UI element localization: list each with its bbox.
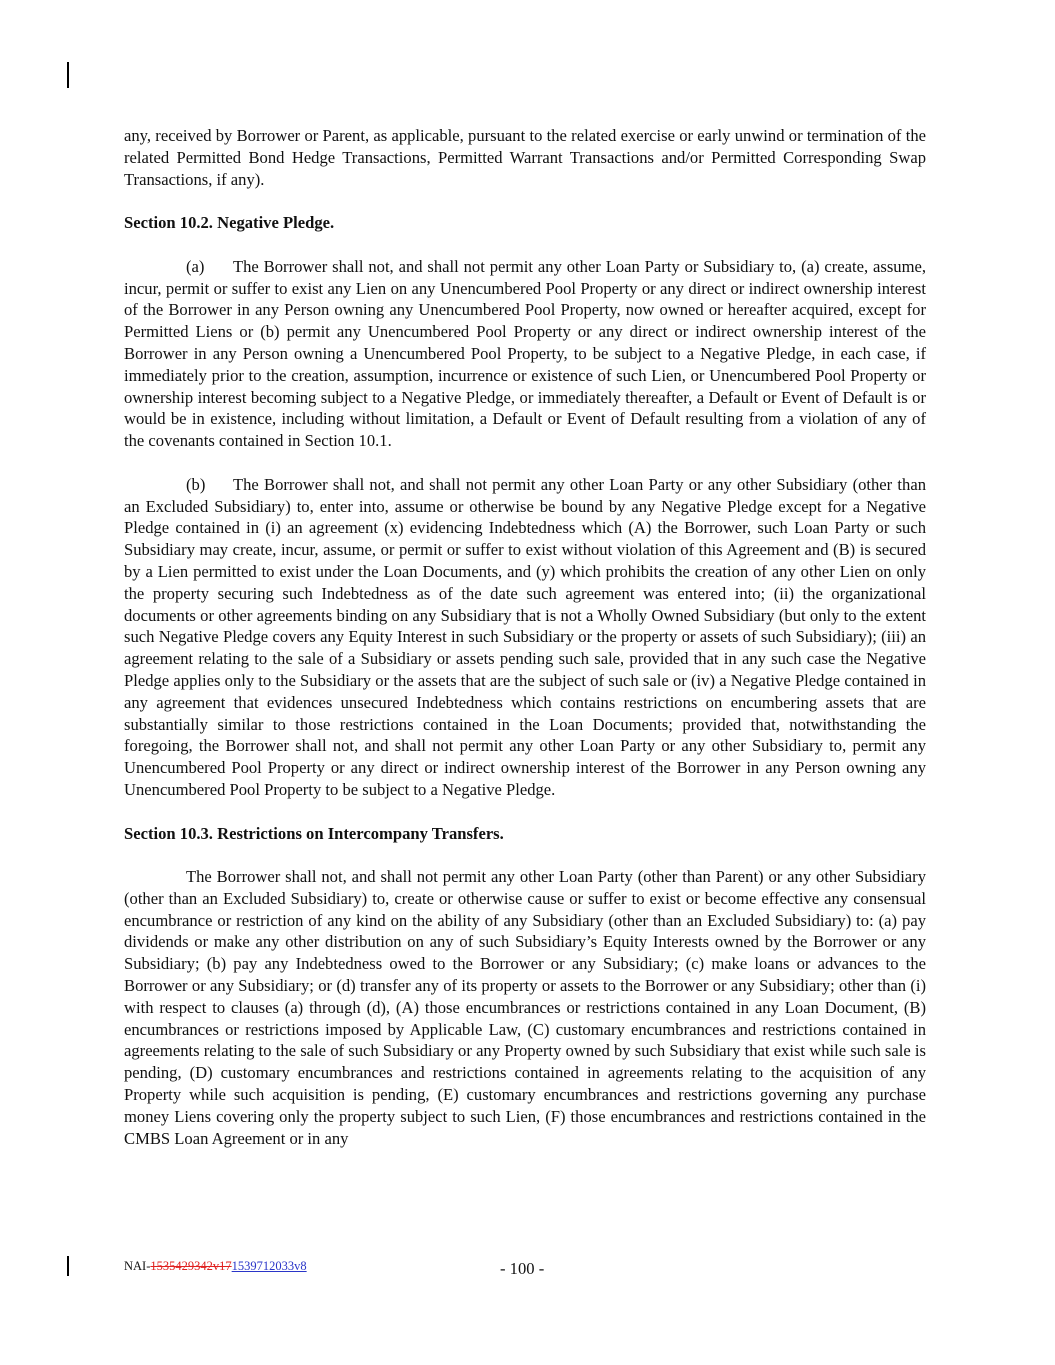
para-b-text: The Borrower shall not, and shall not permit any other Loan Party or any other Subsidiary (other than an Excluded Subsidiary) to, enter into, assume or otherwise be bound by any Negative Pledge except for a Negative Pledge contained in (i) an agreement (x) evidencing Indebtedness which (A) the Borrower, such Loan Party or such Subsidiary may create, incur, assume, or permit or suffer to exist without violation of this Agreement and (B) is secured by a Lien permitted to exist under the Loan Documents, and (y) which prohibits the creation of any other Lien on only the property securing such Indebtedness as of the date such agreement was entered into; (ii) the organizational documents or other agreements binding on any Subsidiary that is not a Wholly Owned Subsidiary (but only to the extent such Negative Pledge covers any Equity Interest in such Subsidiary or the property or assets of such Subsidiary); (iii) an agreement relating to the sale of a Subsidiary or assets pending such sale, provided that in any such case the Negative Pledge applies only to the Subsidiary or the assets that are the subject of such sale or (iv) a Negative Pledge contained in any agreement that evidences unsecured Indebtedness which contains restrictions on encumbering assets that are substantially similar to those restrictions contained in the Loan Documents; provided that, notwithstanding the foregoing, the Borrower shall not, and shall not permit any other Loan Party or any other Subsidiary to, permit any Unencumbered Pool Property or any direct or indirect ownership interest of the Borrower in any Person owning any Unencumbered Pool Property to be subject to a Negative Pledge. xyxy=(124,474,926,799)
section-10-2-para-a xyxy=(124,256,926,452)
section-10-3-heading: Section 10.3. Restrictions on Intercompany Transfers. xyxy=(124,823,504,843)
document-id xyxy=(124,1259,307,1274)
change-bar-footer xyxy=(67,1256,69,1276)
para-a-label: (a) xyxy=(186,256,205,276)
section-10-3-paragraph: The Borrower shall not, and shall not permit any other Loan Party (other than Parent) or any other Subsidiary (other than an Excluded Subsidiary) to, create or otherwise cause or suffer to exist or become effective any consensual encumbrance or restriction of any kind on the ability of any Subsidiary (other than an Excluded Subsidiary) to: (a) pay dividends or make any other distribution on any of such Subsidiary’s Equity Interests owned by the Borrower or any Subsidiary; (b) pay any Indebtedness owed to the Borrower or any Subsidiary; (c) make loans or advances to the Borrower or any Subsidiary; or (d) transfer any of its property or assets to the Borrower or any Subsidiary; other than (i) with respect to clauses (a) through (d), (A) those encumbrances or restrictions contained in any Loan Document, (B) encumbrances or restrictions imposed by Applicable Law, (C) customary encumbrances and restrictions contained in agreements relating to the sale of such Subsidiary or any Property owned by such Subsidiary that exist while such sale is pending, (D) customary encumbrances and restrictions contained in agreements relating to the acquisition of any Property while such acquisition is pending, (E) customary encumbrances and restrictions governing any purchase money Liens covering only the property subject to such Lien, (F) those encumbrances and restrictions contained in the CMBS Loan Agreement or in any xyxy=(124,867,926,1148)
para-a-text: The Borrower shall not, and shall not permit any other Loan Party or Subsidiary to, (a) create, assume, incur, permit or suffer to exist any Lien on any Unencumbered Pool Property or any direct or indirect ownership interest of the Borrower in any Person owning any Unencumbered Pool Property, now owned or hereafter acquired, except for Permitted Liens or (b) permit any Unencumbered Pool Property or any direct or indirect ownership interest of the Borrower in any Person owning a Unencumbered Pool Property, to be subject to a Negative Pledge, in each case, if immediately prior to the creation, assumption, incurrence or existence of such Lien, or Unencumbered Pool Property or ownership interest becoming subject to a Negative Pledge, or immediately thereafter, a Default or Event of Default is or would be in existence, including without limitation, a Default or Event of Default resulting from a violation of any of the covenants contained in Section 10.1. xyxy=(124,256,926,451)
para-b-label: (b) xyxy=(186,474,206,494)
section-10-2-heading: Section 10.2. Negative Pledge. xyxy=(124,213,335,233)
section-10-2-para-b xyxy=(124,474,926,801)
continuation-paragraph: any, received by Borrower or Parent, as applicable, pursuant to the related exercise or early unwind or termination of the related Permitted Bond Hedge Transactions, Permitted Warrant Transactions and/or Permitted Corresponding Swap Transactions, if any). xyxy=(124,126,926,189)
doc-id-inserted: 1539712033v8 xyxy=(231,1259,307,1273)
doc-id-prefix: NAI- xyxy=(124,1259,151,1273)
document-body xyxy=(124,125,926,1149)
doc-id-deleted: 1535429342v17 xyxy=(150,1259,232,1273)
page-number: - 100 - xyxy=(500,1259,545,1278)
change-bar-top xyxy=(67,62,69,88)
